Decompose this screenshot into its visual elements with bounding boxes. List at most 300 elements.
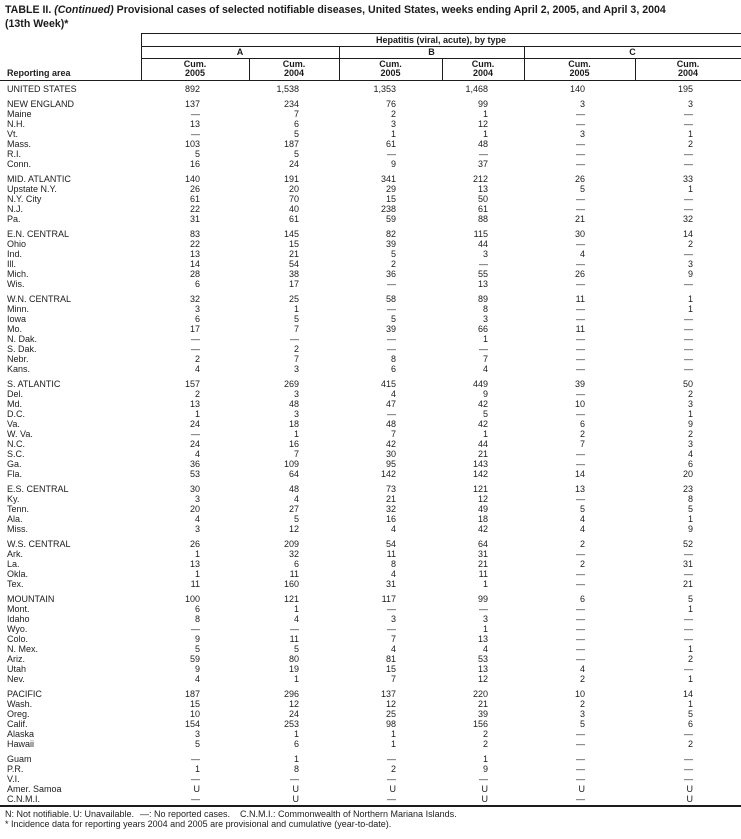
cell: 1 — [194, 764, 200, 774]
cell: 12 — [477, 494, 488, 504]
cell: — — [387, 409, 396, 419]
row-label: P.R. — [7, 764, 24, 774]
cell: 7 — [293, 449, 299, 459]
cell: — — [684, 569, 693, 579]
cell: 1 — [482, 334, 488, 344]
cell: 3 — [390, 614, 396, 624]
cell: 1 — [482, 109, 488, 119]
cell: 1 — [194, 549, 200, 559]
cell: — — [576, 204, 585, 214]
cell: 61 — [385, 139, 396, 149]
cell: 415 — [380, 379, 396, 389]
cell: 2 — [390, 764, 396, 774]
row-label: Del. — [7, 389, 24, 399]
cell: 25 — [288, 294, 299, 304]
row-label: Calif. — [7, 719, 28, 729]
cell: — — [576, 279, 585, 289]
cell: 145 — [283, 229, 299, 239]
cell: 6 — [293, 739, 299, 749]
cell: 61 — [477, 204, 488, 214]
cell: — — [576, 354, 585, 364]
footnote-cnmi: C.N.M.I.: Commonwealth of Northern Mariana Islands. — [240, 809, 457, 819]
cell: 21 — [385, 494, 396, 504]
cell: — — [576, 314, 585, 324]
cell: 2 — [482, 729, 488, 739]
table-row — [0, 689, 741, 699]
cell: 121 — [283, 594, 299, 604]
cell: — — [684, 109, 693, 119]
row-label: UNITED STATES — [7, 84, 77, 94]
cell: 1 — [687, 514, 693, 524]
cell: 16 — [189, 159, 200, 169]
cell: — — [576, 459, 585, 469]
cell: 6 — [194, 279, 200, 289]
cell: — — [479, 259, 488, 269]
table-row — [0, 214, 741, 224]
table-row — [0, 249, 741, 259]
table-row — [0, 549, 741, 559]
cell: — — [191, 774, 200, 784]
row-label: Ala. — [7, 514, 23, 524]
cell: 61 — [288, 214, 299, 224]
cell: 50 — [682, 379, 693, 389]
cell: — — [684, 354, 693, 364]
cell: 117 — [381, 594, 396, 604]
footnote-n: N: Not notifiable. — [5, 809, 72, 819]
cell: 13 — [189, 119, 200, 129]
footnote-legend — [0, 809, 741, 819]
cell: 12 — [385, 699, 396, 709]
table-row — [0, 379, 741, 389]
row-label: Wyo. — [7, 624, 28, 634]
cell: 1 — [687, 674, 693, 684]
table-row — [0, 344, 741, 354]
table-row — [0, 559, 741, 569]
cell: 82 — [385, 229, 396, 239]
row-label: Vt. — [7, 129, 19, 139]
cell: 64 — [477, 539, 488, 549]
row-label: Mass. — [7, 139, 32, 149]
cell: 7 — [293, 109, 299, 119]
cell: — — [576, 729, 585, 739]
table-title-rest: Provisional cases of selected notifiable diseases, United States, weeks ending April 2, 2005, and April 3, 2004 — [116, 4, 666, 16]
cell: 89 — [477, 294, 488, 304]
cell: — — [576, 159, 585, 169]
cell: 209 — [283, 539, 299, 549]
cell: 100 — [184, 594, 200, 604]
cell: 20 — [189, 504, 200, 514]
table-row — [0, 304, 741, 314]
table-row — [0, 449, 741, 459]
cell: 195 — [677, 84, 693, 94]
cell: 70 — [288, 194, 299, 204]
cell: 39 — [574, 379, 585, 389]
cell: — — [684, 764, 693, 774]
cell: 5 — [687, 504, 693, 514]
cell: — — [684, 664, 693, 674]
cell: 4 — [687, 449, 693, 459]
table-row — [0, 174, 741, 184]
cell: 2 — [390, 259, 396, 269]
cell: 31 — [682, 559, 693, 569]
row-label: Ariz. — [7, 654, 25, 664]
cell: 32 — [682, 214, 693, 224]
table-row — [0, 399, 741, 409]
cell: 76 — [385, 99, 396, 109]
table-row — [0, 504, 741, 514]
table-row — [0, 109, 741, 119]
row-label: PACIFIC — [7, 689, 42, 699]
cell: 5 — [579, 719, 585, 729]
table-row — [0, 159, 741, 169]
cell: 12 — [477, 674, 488, 684]
row-label: Md. — [7, 399, 23, 409]
cell: U — [292, 784, 299, 794]
cell: 3 — [194, 304, 200, 314]
cell: 253 — [283, 719, 299, 729]
row-label: Mont. — [7, 604, 30, 614]
cell: 16 — [385, 514, 396, 524]
cell: 22 — [189, 204, 200, 214]
cell: 1 — [293, 304, 299, 314]
cell: — — [387, 754, 396, 764]
table-row — [0, 99, 741, 109]
cum-label: Cum. — [676, 58, 700, 69]
cell: 4 — [293, 494, 299, 504]
cell: 24 — [189, 439, 200, 449]
cell: 7 — [293, 324, 299, 334]
table-row — [0, 709, 741, 719]
cell: 1 — [293, 604, 299, 614]
cell: 10 — [574, 689, 585, 699]
cell: 2 — [687, 739, 693, 749]
cell: 24 — [288, 709, 299, 719]
cell: 1 — [293, 429, 299, 439]
cell: 1 — [687, 294, 693, 304]
table-row — [0, 429, 741, 439]
cell: 8 — [390, 354, 396, 364]
table-row — [0, 364, 741, 374]
column-group-title: Hepatitis (viral, acute), by type — [375, 34, 507, 45]
cell: 892 — [184, 84, 200, 94]
region-group — [0, 84, 741, 94]
table-row — [0, 624, 741, 634]
cell: 3 — [194, 494, 200, 504]
cell: — — [191, 429, 200, 439]
table-row — [0, 84, 741, 94]
table-row — [0, 764, 741, 774]
cell: — — [387, 604, 396, 614]
cell: 5 — [293, 314, 299, 324]
table-row — [0, 634, 741, 644]
cell: 81 — [385, 654, 396, 664]
cell: 1 — [482, 429, 488, 439]
cell: — — [576, 739, 585, 749]
cell: — — [576, 494, 585, 504]
cell: U — [481, 784, 488, 794]
cell: 18 — [477, 514, 488, 524]
cell: 88 — [477, 214, 488, 224]
cell: 187 — [184, 689, 200, 699]
cell: 5 — [194, 739, 200, 749]
cell: 4 — [194, 449, 200, 459]
cell: — — [576, 194, 585, 204]
cell: 296 — [283, 689, 299, 699]
region-group — [0, 484, 741, 534]
cell: 4 — [194, 674, 200, 684]
cell: 2 — [687, 429, 693, 439]
cell: — — [576, 604, 585, 614]
cell: 4 — [482, 644, 488, 654]
cell: 36 — [385, 269, 396, 279]
cell: 59 — [385, 214, 396, 224]
row-label: S.C. — [7, 449, 25, 459]
cell: 53 — [189, 469, 200, 479]
cell: — — [191, 334, 200, 344]
row-label: W.N. CENTRAL — [7, 294, 72, 304]
cell: 103 — [184, 139, 200, 149]
cell: — — [576, 624, 585, 634]
cell: 24 — [288, 159, 299, 169]
row-label: Ill. — [7, 259, 16, 269]
row-label: Hawaii — [7, 739, 35, 749]
row-label: Conn. — [7, 159, 32, 169]
cell: — — [290, 624, 299, 634]
cell: 47 — [385, 399, 396, 409]
cell: 2 — [687, 389, 693, 399]
cell: — — [684, 634, 693, 644]
table-title-prefix: TABLE II. — [5, 4, 52, 16]
cell: 64 — [288, 469, 299, 479]
cell: 9 — [687, 419, 693, 429]
cell: — — [684, 364, 693, 374]
cell: — — [576, 764, 585, 774]
cell: 13 — [189, 249, 200, 259]
cell: 6 — [293, 119, 299, 129]
cell: — — [576, 344, 585, 354]
cell: — — [684, 324, 693, 334]
row-label: W. Va. — [7, 429, 33, 439]
cell: 11 — [575, 324, 585, 334]
table-row — [0, 654, 741, 664]
cell: 238 — [380, 204, 396, 214]
subgroup-a-label: A — [236, 47, 244, 57]
row-label: Nebr. — [7, 354, 29, 364]
row-label: Minn. — [7, 304, 30, 314]
cell: 1 — [482, 754, 488, 764]
cell: 98 — [385, 719, 396, 729]
cell: 21 — [477, 449, 488, 459]
cell: 1,353 — [373, 84, 396, 94]
row-label: Tenn. — [7, 504, 30, 514]
row-label: Tex. — [7, 579, 24, 589]
cell: 7 — [390, 429, 396, 439]
cell: 4 — [579, 524, 585, 534]
cell: 9 — [482, 764, 488, 774]
cell: — — [576, 654, 585, 664]
cell: 140 — [569, 84, 585, 94]
cum-label: Cum. — [379, 58, 402, 69]
cell: 19 — [288, 664, 299, 674]
cell: 13 — [189, 399, 200, 409]
cell: 142 — [472, 469, 488, 479]
cell: 6 — [194, 314, 200, 324]
cell: — — [290, 334, 299, 344]
cell: U — [686, 784, 693, 794]
table-body — [0, 81, 741, 804]
cell: 4 — [390, 389, 396, 399]
cell: — — [576, 549, 585, 559]
table-title-continued: (Continued) — [54, 4, 114, 16]
table-row — [0, 719, 741, 729]
cell: — — [479, 344, 488, 354]
cell: 5 — [579, 184, 585, 194]
cell: 3 — [194, 524, 200, 534]
table-row — [0, 794, 741, 804]
cell: 6 — [579, 419, 585, 429]
cell: 13 — [477, 184, 488, 194]
cell: 31 — [385, 579, 396, 589]
cum-label: Cum. — [183, 58, 207, 69]
cell: — — [576, 149, 585, 159]
cell: — — [684, 204, 693, 214]
cell: — — [684, 119, 693, 129]
cell: — — [576, 634, 585, 644]
cell: 2 — [579, 699, 585, 709]
cell: U — [193, 784, 200, 794]
cell: 140 — [184, 174, 200, 184]
cell: 5 — [687, 594, 693, 604]
cell: — — [191, 344, 200, 354]
row-label: E.N. CENTRAL — [7, 229, 70, 239]
cell: — — [576, 304, 585, 314]
cell: 14 — [682, 689, 693, 699]
cell: 12 — [477, 119, 488, 129]
cell: 27 — [288, 504, 299, 514]
table-row — [0, 754, 741, 764]
row-label: Alaska — [7, 729, 35, 739]
cell: — — [684, 314, 693, 324]
cell: 109 — [283, 459, 299, 469]
year-label: 2004 — [677, 68, 699, 79]
cell: 1 — [482, 129, 488, 139]
cell: 61 — [189, 194, 200, 204]
cell: 42 — [385, 439, 396, 449]
cell: — — [576, 614, 585, 624]
table-row — [0, 279, 741, 289]
cell: 21 — [477, 699, 488, 709]
cell: — — [290, 774, 299, 784]
cell: 212 — [472, 174, 488, 184]
cell: 39 — [385, 324, 396, 334]
cell: 20 — [682, 469, 693, 479]
cell: 42 — [477, 524, 488, 534]
column-header-c-2005 — [524, 60, 635, 80]
subgroup-c-label: C — [629, 47, 636, 57]
cell: 29 — [385, 184, 396, 194]
row-label: N.Y. City — [7, 194, 42, 204]
table-row — [0, 699, 741, 709]
cell: 31 — [477, 549, 488, 559]
table-row — [0, 294, 741, 304]
row-label: MOUNTAIN — [7, 594, 55, 604]
region-group — [0, 754, 741, 804]
cell: 1 — [194, 409, 200, 419]
cell: — — [576, 259, 585, 269]
cell: 18 — [288, 419, 299, 429]
table-row — [0, 739, 741, 749]
table-row — [0, 389, 741, 399]
cell: — — [479, 604, 488, 614]
table-row — [0, 194, 741, 204]
table-title-week: (13th Week)* — [5, 17, 69, 30]
cell: 11 — [386, 549, 396, 559]
cell: 11 — [289, 569, 299, 579]
reporting-area-header: Reporting area — [7, 68, 71, 78]
cell: 39 — [385, 239, 396, 249]
cell: 3 — [293, 364, 299, 374]
cell: 3 — [579, 99, 585, 109]
table-row — [0, 774, 741, 784]
cell: 449 — [472, 379, 488, 389]
cell: 1 — [293, 729, 299, 739]
cell: 7 — [293, 354, 299, 364]
cell: 4 — [390, 524, 396, 534]
cell: 1 — [687, 409, 693, 419]
cell: 4 — [194, 514, 200, 524]
cell: 14 — [189, 259, 200, 269]
cell: — — [387, 344, 396, 354]
year-label: 2005 — [184, 68, 206, 79]
cell: 15 — [189, 699, 200, 709]
cell: 32 — [288, 549, 299, 559]
cell: — — [684, 774, 693, 784]
row-label: Wash. — [7, 699, 33, 709]
cell: 341 — [380, 174, 396, 184]
cell: 66 — [477, 324, 488, 334]
cell: 6 — [293, 559, 299, 569]
table-row — [0, 139, 741, 149]
cell: — — [387, 624, 396, 634]
column-header-a-2005 — [141, 60, 249, 80]
cell: 12 — [288, 699, 299, 709]
cell: — — [576, 569, 585, 579]
year-label: 2005 — [569, 68, 590, 79]
cell: — — [684, 249, 693, 259]
cell: 5 — [293, 129, 299, 139]
cell: 6 — [194, 604, 200, 614]
cell: — — [576, 364, 585, 374]
cell: 3 — [293, 389, 299, 399]
cell: 14 — [574, 469, 585, 479]
cell: — — [576, 239, 585, 249]
year-label: 2005 — [380, 68, 401, 79]
cell: 11 — [190, 579, 200, 589]
cell: 39 — [477, 709, 488, 719]
table-row — [0, 674, 741, 684]
cell: 10 — [574, 399, 585, 409]
cell: 8 — [390, 559, 396, 569]
cell: 2 — [194, 354, 200, 364]
cell: 3 — [194, 729, 200, 739]
cell: 3 — [482, 614, 488, 624]
cell: 4 — [579, 249, 585, 259]
cell: 1 — [293, 754, 299, 764]
cell: 154 — [184, 719, 200, 729]
row-label: Ind. — [7, 249, 23, 259]
cell: 1 — [293, 674, 299, 684]
row-label: W.S. CENTRAL — [7, 539, 71, 549]
